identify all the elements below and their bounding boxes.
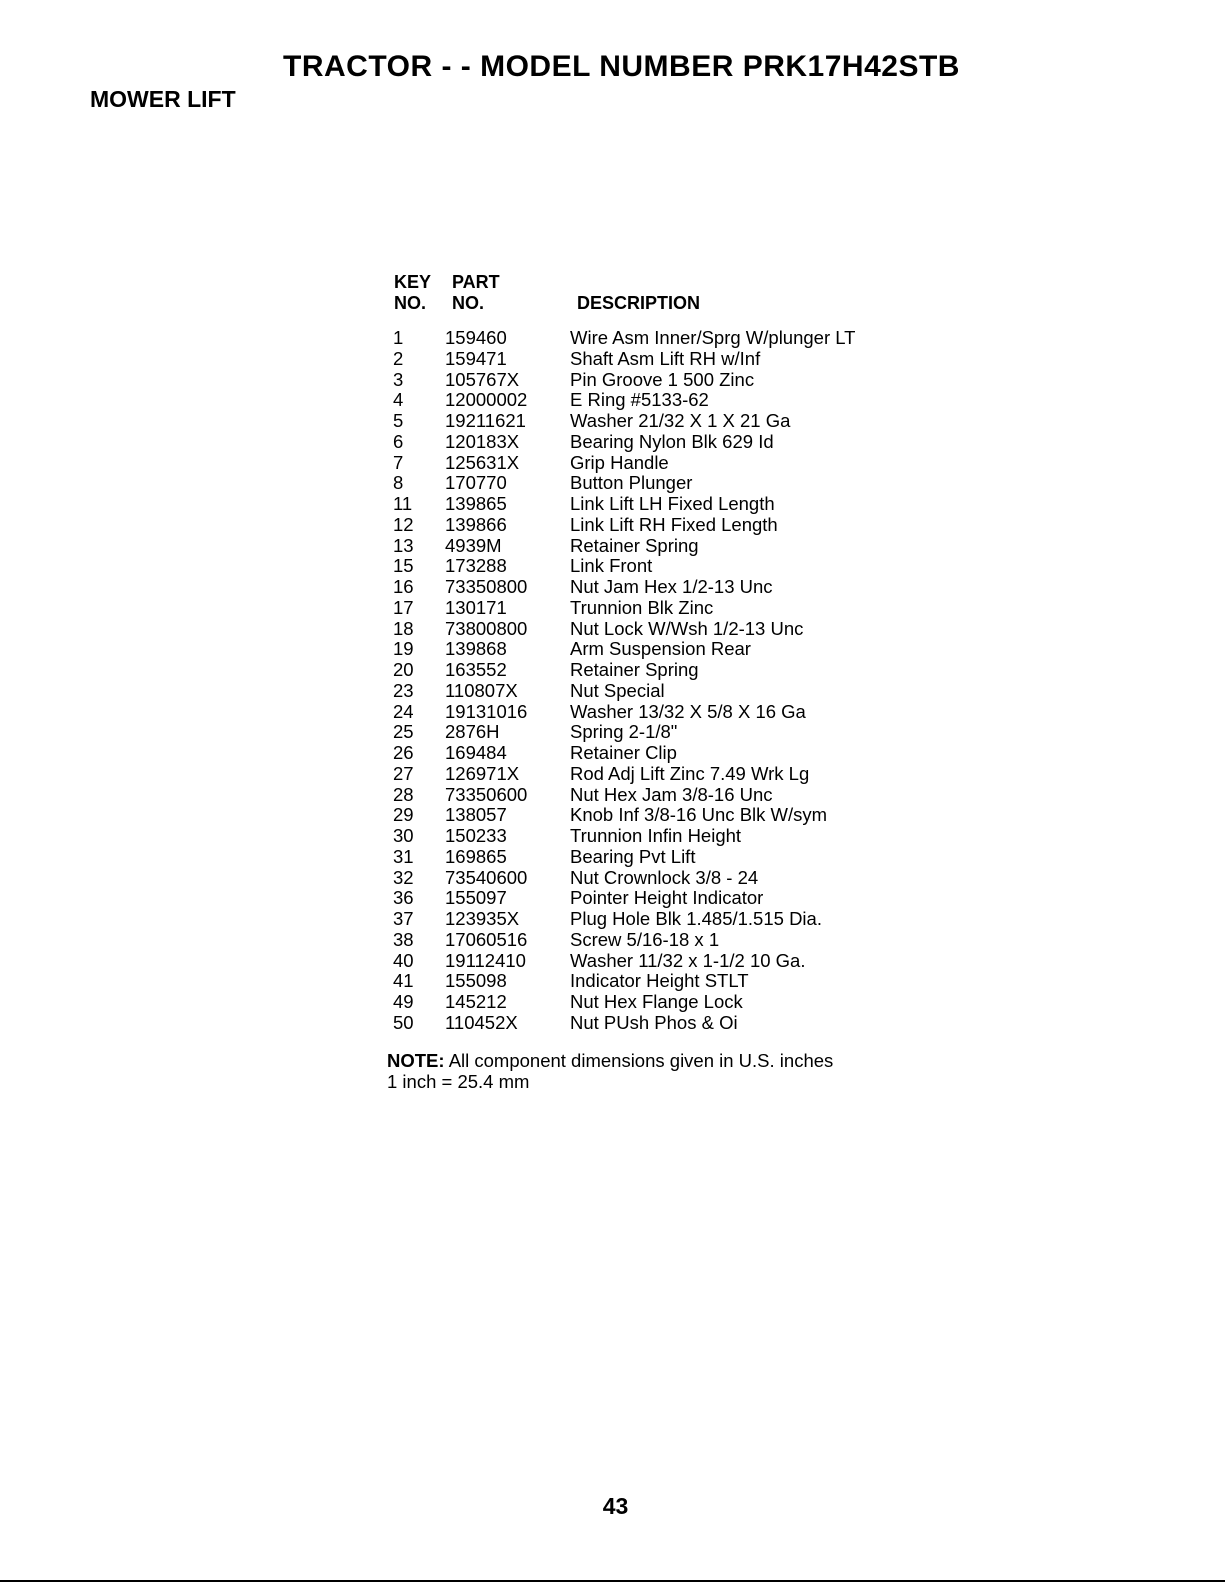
part-no: 17060516 — [445, 928, 528, 950]
section-title: MOWER LIFT — [90, 86, 236, 112]
key-no: 3 — [393, 368, 404, 390]
key-header-line2: NO. — [394, 293, 427, 313]
table-row — [387, 577, 855, 598]
key-no: 6 — [393, 430, 404, 452]
part-description: Nut Hex Flange Lock — [570, 991, 743, 1012]
part-no: 150233 — [445, 825, 507, 846]
parts-list-header — [387, 272, 855, 314]
table-row — [387, 971, 855, 992]
table-row — [387, 432, 855, 453]
note-conversion: 1 inch = 25.4 mm — [387, 1071, 530, 1092]
part-description: Trunnion Infin Height — [570, 825, 742, 846]
part-no: 19131016 — [445, 700, 528, 722]
key-no: 8 — [393, 472, 404, 494]
table-row — [387, 349, 855, 370]
part-description: Nut Jam Hex 1/2-13 Unc — [570, 576, 773, 597]
table-row — [387, 992, 855, 1013]
table-row — [387, 681, 855, 702]
table-row — [387, 805, 855, 826]
key-no: 29 — [393, 804, 414, 826]
part-no: 163552 — [445, 659, 507, 680]
table-row — [387, 722, 855, 743]
part-no: 145212 — [445, 991, 507, 1012]
table-row — [387, 598, 855, 619]
part-description: Link Lift RH Fixed Length — [570, 513, 778, 535]
table-row — [387, 411, 855, 432]
part-description: Screw 5/16-18 x 1 — [570, 928, 720, 950]
part-description: Retainer Spring — [570, 534, 699, 556]
part-no: 12000002 — [445, 389, 528, 411]
table-row — [387, 868, 855, 889]
part-no: 159460 — [445, 327, 507, 348]
bottom-rule — [0, 1580, 1225, 1582]
part-no: 130171 — [445, 596, 507, 618]
part-description: Knob Inf 3/8-16 Unc Blk W/sym — [570, 804, 828, 826]
table-row — [387, 556, 855, 577]
part-no: 138057 — [445, 804, 507, 826]
part-description: Grip Handle — [570, 451, 669, 473]
key-no: 26 — [393, 742, 414, 763]
key-no: 1 — [393, 327, 404, 348]
table-row — [387, 639, 855, 660]
part-description: Arm Suspension Rear — [570, 638, 751, 660]
part-no: 105767X — [445, 368, 520, 390]
part-no: 73350800 — [445, 576, 528, 597]
part-no: 159471 — [445, 347, 507, 369]
key-no-header — [387, 272, 452, 314]
key-no: 19 — [393, 638, 414, 660]
table-row — [387, 888, 855, 909]
part-description: Plug Hole Blk 1.485/1.515 Dia. — [570, 908, 822, 929]
part-no: 173288 — [445, 555, 507, 577]
part-description: Button Plunger — [570, 472, 693, 494]
table-row — [387, 390, 855, 411]
part-no: 126971X — [445, 762, 520, 784]
part-description: Rod Adj Lift Zinc 7.49 Wrk Lg — [570, 762, 810, 784]
part-description: Wire Asm Inner/Sprg W/plunger LT — [570, 327, 856, 348]
key-no: 32 — [393, 866, 414, 888]
part-description: Spring 2-1/8" — [570, 721, 678, 743]
table-row — [387, 660, 855, 681]
part-no: 19211621 — [445, 410, 526, 431]
table-row — [387, 847, 855, 868]
table-row — [387, 328, 855, 349]
part-description: E Ring #5133-62 — [570, 389, 709, 411]
part-description: Retainer Clip — [570, 742, 677, 763]
key-no: 28 — [393, 783, 414, 805]
key-no: 13 — [393, 534, 414, 556]
part-no: 170770 — [445, 472, 507, 494]
part-description: Nut Crownlock 3/8 - 24 — [570, 866, 759, 888]
key-no: 30 — [393, 825, 414, 846]
part-no: 139868 — [445, 638, 507, 660]
part-no: 169484 — [445, 742, 507, 763]
key-no: 7 — [393, 451, 404, 473]
part-no: 2876H — [445, 721, 500, 743]
note-label: NOTE: — [387, 1050, 445, 1071]
part-header-line1: PART — [452, 272, 500, 292]
part-description: Bearing Pvt Lift — [570, 845, 696, 867]
table-row — [387, 494, 855, 515]
page-number: 43 — [602, 1493, 629, 1519]
part-no: 125631X — [445, 451, 520, 473]
key-no: 17 — [393, 596, 414, 618]
key-no: 23 — [393, 679, 414, 701]
part-no: 139865 — [445, 493, 507, 514]
table-row — [387, 536, 855, 557]
table-row — [387, 951, 855, 972]
part-no: 155097 — [445, 887, 507, 909]
parts-list — [387, 272, 855, 1034]
part-no: 4939M — [445, 534, 502, 556]
key-no: 18 — [393, 617, 414, 639]
table-row — [387, 764, 855, 785]
key-no: 38 — [393, 928, 414, 950]
key-header-line1: KEY — [394, 272, 432, 292]
part-description: Washer 11/32 x 1-1/2 10 Ga. — [570, 949, 806, 971]
note — [387, 1050, 833, 1092]
part-description: Washer 21/32 X 1 X 21 Ga — [570, 410, 791, 431]
key-no: 11 — [393, 493, 413, 514]
key-no: 16 — [393, 576, 414, 597]
part-no-header — [452, 272, 577, 314]
table-row — [387, 702, 855, 723]
table-row — [387, 1013, 855, 1034]
part-no: 110452X — [445, 1011, 518, 1033]
key-no: 15 — [393, 555, 414, 577]
part-description: Trunnion Blk Zinc — [570, 596, 714, 618]
table-row — [387, 473, 855, 494]
page-title: TRACTOR - - MODEL NUMBER PRK17H42STB — [283, 50, 960, 83]
note-text: All component dimensions given in U.S. inches — [448, 1050, 834, 1071]
description-header: DESCRIPTION — [577, 293, 701, 313]
part-description: Nut PUsh Phos & Oi — [570, 1011, 738, 1033]
key-no: 40 — [393, 949, 414, 971]
key-no: 37 — [393, 908, 414, 929]
table-row — [387, 826, 855, 847]
table-row — [387, 370, 855, 391]
table-row — [387, 453, 855, 474]
part-description: Link Front — [570, 555, 653, 577]
part-description: Pointer Height Indicator — [570, 887, 764, 909]
part-no: 19112410 — [445, 949, 526, 971]
part-no: 139866 — [445, 513, 507, 535]
part-no: 73350600 — [445, 783, 528, 805]
key-no: 31 — [393, 845, 414, 867]
part-description: Nut Special — [570, 679, 665, 701]
part-no: 169865 — [445, 845, 507, 867]
table-row — [387, 930, 855, 951]
part-description: Indicator Height STLT — [570, 970, 749, 992]
key-no: 5 — [393, 410, 404, 431]
part-no: 123935X — [445, 908, 520, 929]
key-no: 12 — [393, 513, 414, 535]
table-row — [387, 909, 855, 930]
table-row — [387, 619, 855, 640]
part-description: Nut Lock W/Wsh 1/2-13 Unc — [570, 617, 804, 639]
part-description: Nut Hex Jam 3/8-16 Unc — [570, 783, 773, 805]
part-description: Pin Groove 1 500 Zinc — [570, 368, 755, 390]
key-no: 4 — [393, 389, 404, 411]
table-row — [387, 743, 855, 764]
table-row — [387, 785, 855, 806]
key-no: 50 — [393, 1011, 414, 1033]
part-description: Washer 13/32 X 5/8 X 16 Ga — [570, 700, 806, 722]
key-no: 27 — [393, 762, 414, 784]
key-no: 41 — [393, 970, 414, 992]
key-no: 49 — [393, 991, 414, 1012]
key-no: 20 — [393, 659, 414, 680]
part-no: 155098 — [445, 970, 507, 992]
part-description: Retainer Spring — [570, 659, 699, 680]
key-no: 25 — [393, 721, 414, 743]
parts-rows — [387, 328, 855, 1034]
table-row — [387, 515, 855, 536]
part-description: Bearing Nylon Blk 629 Id — [570, 430, 774, 452]
note-line — [387, 1050, 833, 1071]
key-no: 24 — [393, 700, 414, 722]
key-no: 2 — [393, 347, 404, 369]
part-description: Shaft Asm Lift RH w/Inf — [570, 347, 761, 369]
part-no: 120183X — [445, 430, 520, 452]
part-no: 73800800 — [445, 617, 528, 639]
part-header-line2: NO. — [452, 293, 485, 313]
part-description: Link Lift LH Fixed Length — [570, 493, 775, 514]
part-no: 110807X — [445, 679, 518, 701]
key-no: 36 — [393, 887, 414, 909]
part-no: 73540600 — [445, 866, 528, 888]
